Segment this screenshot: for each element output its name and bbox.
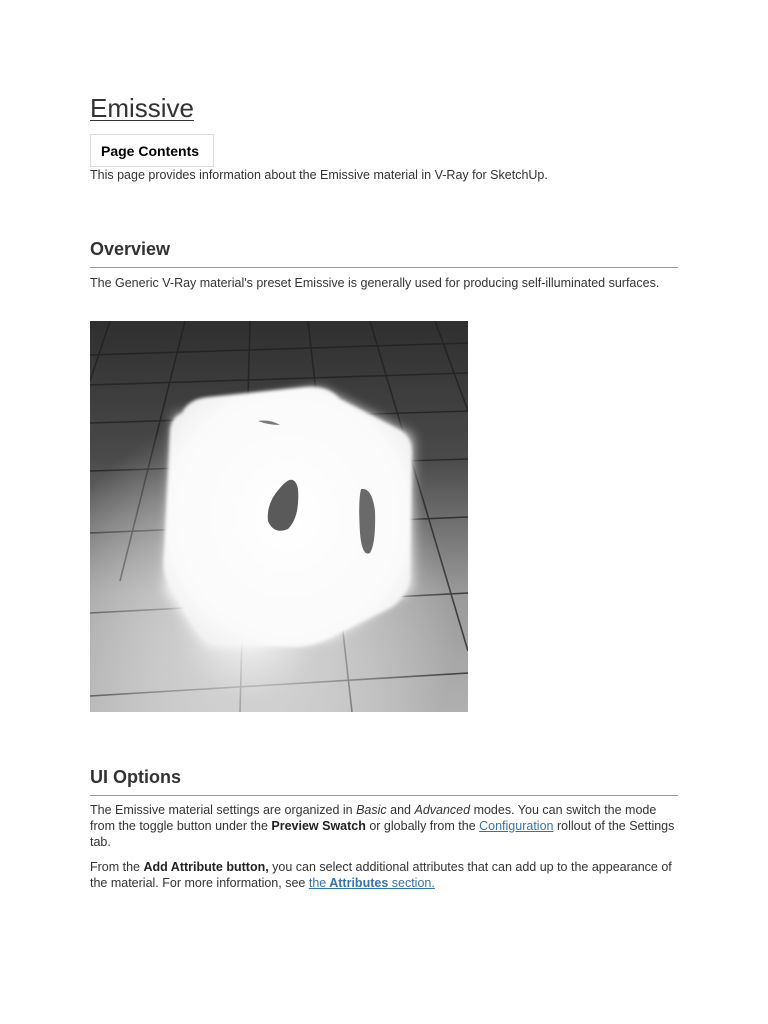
text-run: The Emissive material settings are organized in <box>90 803 357 817</box>
link-text-section[interactable]: section. <box>388 876 435 890</box>
text-run: or globally from the <box>365 819 480 833</box>
text-run: rollout of the Settings tab. <box>90 819 675 849</box>
overview-text: The Generic V-Ray material's preset Emissive is generally used for producing self-illuminated surfaces. <box>90 276 660 290</box>
add-attribute-term: Add Attribute button, <box>143 860 269 874</box>
text-run: and <box>386 803 415 817</box>
text-run: From the <box>90 860 144 874</box>
link-text-attributes[interactable]: Attributes <box>326 876 389 890</box>
text-run: modes. You can switch the mode from the toggle button under the <box>90 803 657 833</box>
configuration-link[interactable]: Configuration <box>479 819 554 833</box>
link-text-the[interactable]: the <box>308 876 327 890</box>
advanced-mode-term: Advanced <box>414 803 471 817</box>
preview-swatch-term: Preview Swatch <box>271 819 366 833</box>
attributes-section-link[interactable] <box>309 876 435 890</box>
ui-options-heading: UI Options <box>90 766 678 796</box>
overview-heading: Overview <box>90 238 678 268</box>
intro-text: This page provides information about the Emissive material in V-Ray for SketchUp. <box>90 168 548 182</box>
page-contents-label[interactable]: Page Contents <box>101 143 200 159</box>
ui-options-paragraph-2 <box>90 859 678 891</box>
basic-mode-term: Basic <box>356 803 387 817</box>
page-contents-box[interactable] <box>90 134 214 167</box>
text-run: you can select additional attributes that can add up to the appearance of the material. For more information, see <box>90 860 672 890</box>
emissive-cube-render <box>90 321 468 712</box>
ui-options-paragraph-1 <box>90 802 678 850</box>
page-title: Emissive <box>90 93 195 123</box>
